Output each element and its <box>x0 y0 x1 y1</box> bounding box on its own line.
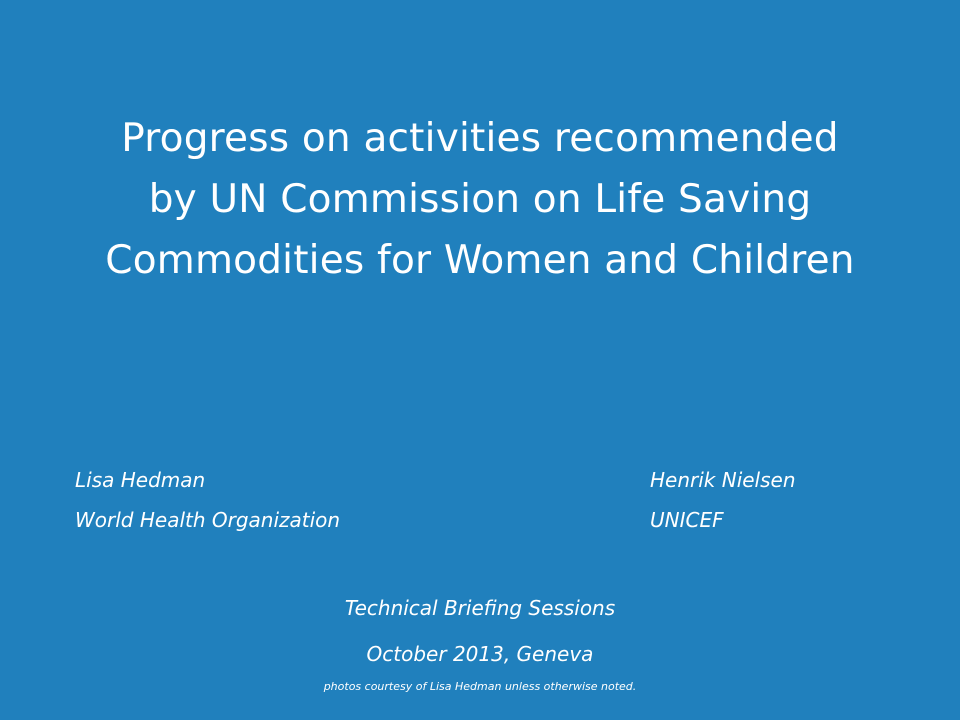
slide-title <box>40 108 920 291</box>
presenter-block-right <box>650 460 796 540</box>
event-name: Technical Briefing Sessions <box>344 596 616 620</box>
presenter-block-left <box>75 460 340 540</box>
presenter-name-right: Henrik Nielsen <box>650 468 796 492</box>
presenter-name-left: Lisa Hedman <box>75 468 206 492</box>
title-line-2: by UN Commission on Life Saving <box>148 177 812 222</box>
presenter-organization-right: UNICEF <box>650 508 724 532</box>
title-line-1: Progress on activities recommended <box>121 116 839 161</box>
presenter-organization-left: World Health Organization <box>75 508 341 532</box>
title-line-3: Commodities for Women and Children <box>105 238 855 283</box>
event-date-location: October 2013, Geneva <box>366 642 594 666</box>
photo-credit: photos courtesy of Lisa Hedman unless otherwise noted. <box>323 680 637 693</box>
